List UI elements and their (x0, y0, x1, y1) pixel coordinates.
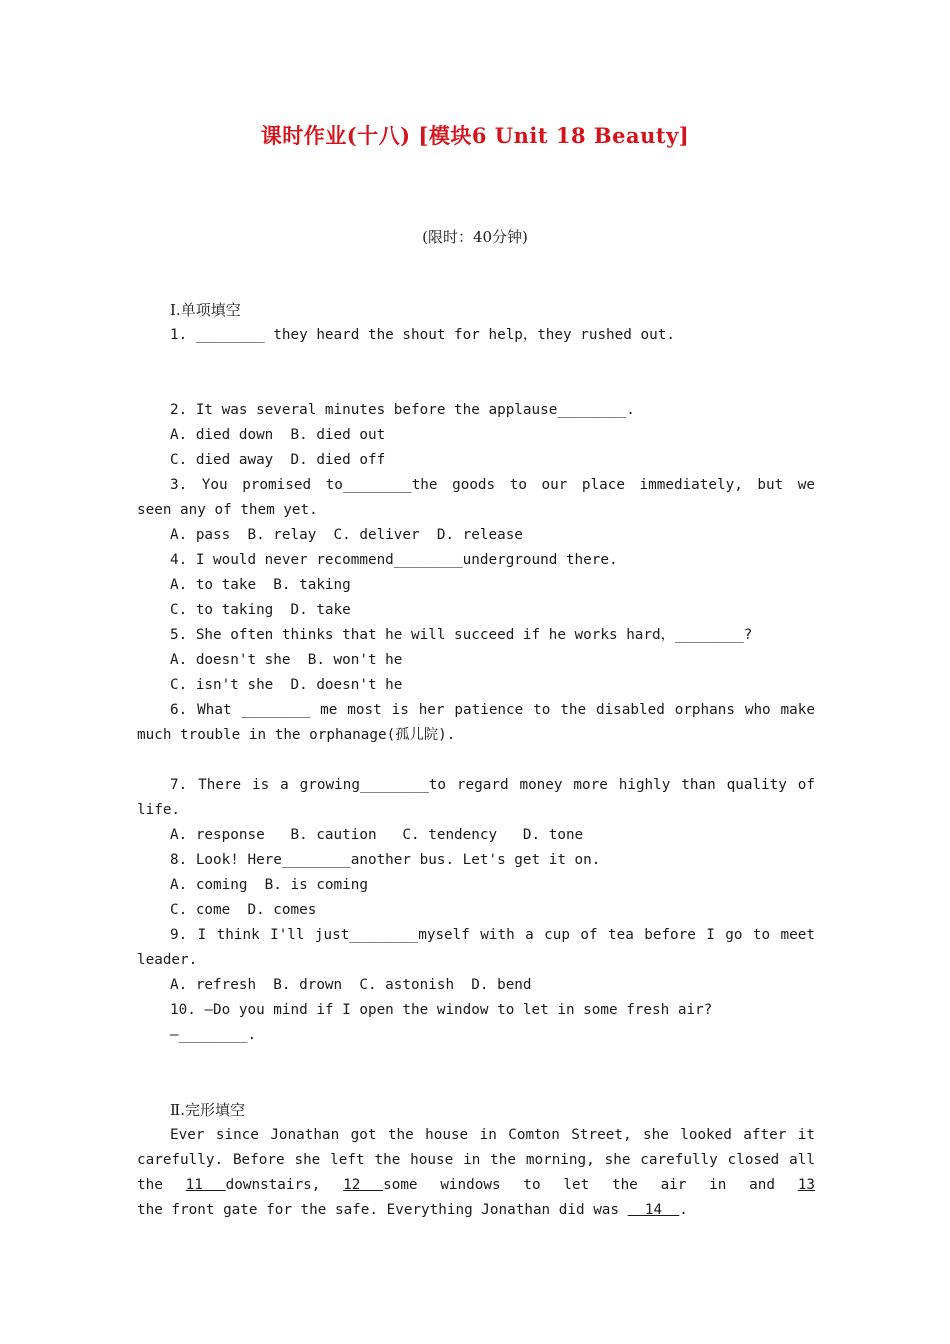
question-7-cont: life. (137, 802, 181, 818)
cloze-text: the front gate for the safe. Everything Jonathan did was (137, 1202, 628, 1218)
question-6-options (137, 748, 815, 773)
cloze-line-2: carefully. Before she left the house in the morning, she carefully closed all (137, 1152, 815, 1168)
question-3: 3. You promised to________the goods to our place immediately, but we (170, 477, 815, 493)
question-3-cont: seen any of them yet. (137, 502, 318, 518)
cloze-text: the (137, 1177, 163, 1193)
question-4: 4. I would never recommend________underground there. (170, 552, 618, 568)
page-title: 课时作业(十八) [模块6 Unit 18 Beauty] (260, 123, 690, 148)
section-heading-cloze: Ⅱ.完形填空 (170, 1101, 245, 1119)
question-1: 1. ________ they heard the shout for help，they rushed out. (170, 327, 675, 343)
question-5-options-ab: A. doesn't she B. won't he (170, 652, 403, 668)
question-9: 9. I think I'll just________myself with a cup of tea before I go to meet (170, 927, 815, 943)
question-2: 2. It was several minutes before the applause________. (170, 402, 635, 418)
cloze-line-1: Ever since Jonathan got the house in Comton Street, she looked after it (170, 1127, 815, 1143)
question-3-options: A. pass B. relay C. deliver D. release (170, 527, 523, 543)
blank-14: 14 (627, 1202, 680, 1218)
question-10-options-ab (137, 1048, 815, 1073)
question-8-options-cd: C. come D. comes (170, 902, 317, 918)
question-1-options-cd (137, 373, 815, 398)
blank-13: 13 (797, 1177, 815, 1193)
blank-11: 11 (185, 1177, 226, 1193)
cloze-text: downstairs, (225, 1177, 321, 1193)
question-7: 7. There is a growing________to regard money more highly than quality of (170, 777, 815, 793)
question-6-cont: much trouble in the orphanage(孤儿院). (137, 727, 456, 743)
question-9-options: A. refresh B. drown C. astonish D. bend (170, 977, 532, 993)
exercise-content (137, 298, 815, 1223)
cloze-line-4 (137, 1198, 815, 1223)
question-8: 8. Look! Here________another bus. Let's get it on. (170, 852, 601, 868)
question-10-options-cd (137, 1073, 815, 1098)
question-6: 6. What ________ me most is her patience to the disabled orphans who make (170, 702, 815, 718)
question-8-options-ab: A. coming B. is coming (170, 877, 368, 893)
question-2-options-ab: A. died down B. died out (170, 427, 386, 443)
question-4-options-ab: A. to take B. taking (170, 577, 351, 593)
question-2-options-cd: C. died away D. died off (170, 452, 386, 468)
cloze-text: some windows to let the air in and (383, 1177, 776, 1193)
question-10-response: —________. (170, 1027, 257, 1043)
question-4-options-cd: C. to taking D. take (170, 602, 351, 618)
cloze-text: . (679, 1202, 688, 1218)
question-1-options-ab (137, 348, 815, 373)
blank-12: 12 (343, 1177, 384, 1193)
time-limit: (限时：40分钟) (422, 228, 528, 246)
question-9-cont: leader. (137, 952, 198, 968)
question-5: 5. She often thinks that he will succeed if he works hard，________? (170, 627, 753, 643)
section-heading-multiple-choice: Ⅰ.单项填空 (170, 301, 241, 319)
question-5-options-cd: C. isn't she D. doesn't he (170, 677, 403, 693)
cloze-line-3 (137, 1173, 815, 1198)
question-10: 10. —Do you mind if I open the window to let in some fresh air? (170, 1002, 713, 1018)
question-7-options: A. response B. caution C. tendency D. tone (170, 827, 584, 843)
